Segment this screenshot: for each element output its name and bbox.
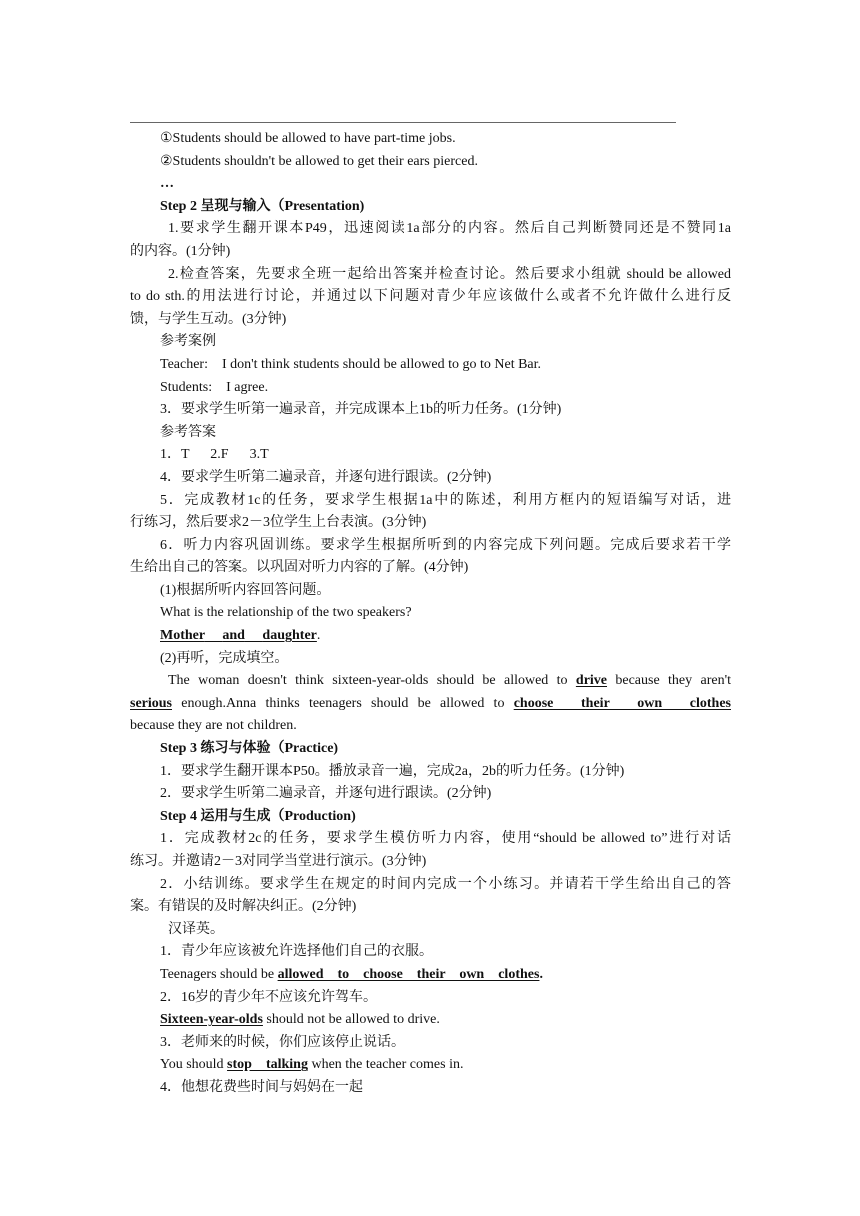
step4-heading: Step 4 运用与生成（Production) [160, 808, 356, 824]
answer-daughter: daughter [262, 628, 317, 644]
step2-item5-line1: 5．完成教材1c的任务，要求学生根据1a中的陈述，利用方框内的短语编写对话，进 [160, 492, 731, 508]
students-line: Students: I agree. [160, 379, 269, 395]
answer-drive: drive [575, 673, 608, 689]
example-line-2: ②Students shouldn't be allowed to get their ears pierced. [160, 153, 478, 169]
question2-instruction: (2)再听，完成填空。 [160, 650, 289, 666]
step2-item1-line1: 1.要求学生翻开课本P49，迅速阅读1a部分的内容。然后自己判断赞同还是不赞同1a [168, 221, 731, 237]
header-rule [130, 122, 676, 123]
step2-item1-line2: 的内容。(1分钟) [130, 243, 231, 259]
translation-3-cn: 3．老师来的时候，你们应该停止说话。 [160, 1034, 405, 1050]
step4-item1-line1: 1．完成教材2c的任务，要求学生模仿听力内容，使用“should be allowed to”进行对话 [160, 831, 731, 847]
step3-item2: 2．要求学生听第二遍录音，并逐句进行跟读。(2分钟) [160, 786, 492, 802]
reference-case-label: 参考案例 [160, 334, 216, 350]
step3-item1: 1．要求学生翻开课本P50。播放录音一遍，完成2a，2b的听力任务。(1分钟) [160, 763, 625, 779]
step2-item2-line1: 2.检查答案，先要求全班一起给出答案并检查讨论。然后要求小组就 should be allowed [168, 266, 731, 282]
step2-item5-line2: 行练习，然后要求2－3位学生上台表演。(3分钟) [130, 515, 427, 531]
step4-item2-line2: 案。有错误的及时解决纠正。(2分钟) [130, 899, 357, 915]
translation-3-en: You should stop talking when the teacher comes in. [160, 1057, 464, 1073]
step2-item2-line2: to do sth.的用法进行讨论，并通过以下问题对青少年应该做什么或者不允许做什么进行反 [130, 289, 731, 305]
reference-answers: 1．T 2.F 3.T [160, 447, 269, 463]
translation-heading: 汉译英。 [168, 921, 224, 937]
teacher-line: Teacher: I don't think students should be allowed to go to Net Bar. [160, 356, 542, 372]
step2-item4: 4．要求学生听第二遍录音，并逐句进行跟读。(2分钟) [160, 469, 492, 485]
step2-item2-line3: 馈，与学生互动。(3分钟) [130, 311, 287, 327]
question1-answer: Mother and daughter. [160, 628, 321, 644]
step4-item1-line2: 练习。并邀请2－3对同学当堂进行演示。(3分钟) [130, 854, 427, 869]
reference-answer-label: 参考答案 [160, 424, 216, 440]
document-body [130, 128, 731, 1100]
ellipsis: … [160, 176, 174, 192]
answer-mother: Mother [160, 628, 205, 644]
question1-instruction: (1)根据所听内容回答问题。 [160, 582, 331, 598]
fill-line-1: The woman doesn't think sixteen-year-olds should be allowed to drive because they aren't [168, 673, 731, 689]
example-line-1: ①Students should be allowed to have part-time jobs. [160, 131, 456, 146]
step2-heading: Step 2 呈现与输入（Presentation) [160, 198, 365, 214]
question1-text: What is the relationship of the two speakers? [160, 605, 412, 621]
step2-item6-line2: 生给出自己的答案。以巩固对听力内容的了解。(4分钟) [130, 560, 469, 576]
step2-item3: 3．要求学生听第一遍录音，并完成课本上1b的听力任务。(1分钟) [160, 402, 562, 418]
fill-line-3: because they are not children. [130, 718, 297, 734]
step2-item6-line1: 6．听力内容巩固训练。要求学生根据所听到的内容完成下列问题。完成后要求若干学 [160, 537, 731, 553]
translation-2-cn: 2．16岁的青少年不应该允许驾车。 [160, 989, 377, 1005]
step4-item2-line1: 2．小结训练。要求学生在规定的时间内完成一个小练习。并请若干学生给出自己的答 [160, 876, 731, 892]
answer-serious: serious [130, 695, 172, 711]
translation-1-cn: 1．青少年应该被允许选择他们自己的衣服。 [160, 944, 433, 960]
translation-4-cn: 4．他想花费些时间与妈妈在一起 [160, 1079, 363, 1095]
answer-choose-clothes: choose their own clothes [513, 695, 731, 711]
translation-2-en: Sixteen-year-olds should not be allowed to drive. [160, 1012, 440, 1028]
answer-stop-talking: stop talking [227, 1057, 308, 1073]
answer-and: and [222, 628, 245, 644]
answer-sixteen-year-olds: Sixteen-year-olds [160, 1012, 263, 1028]
fill-line-2: serious enough.Anna thinks teenagers should be allowed to choose their own clothes [130, 695, 731, 711]
step3-heading: Step 3 练习与体验（Practice) [160, 741, 339, 757]
translation-1-en: Teenagers should be allowed to choose their own clothes. [160, 966, 543, 982]
answer-allowed-to-choose: allowed to choose their own clothes [277, 966, 540, 982]
